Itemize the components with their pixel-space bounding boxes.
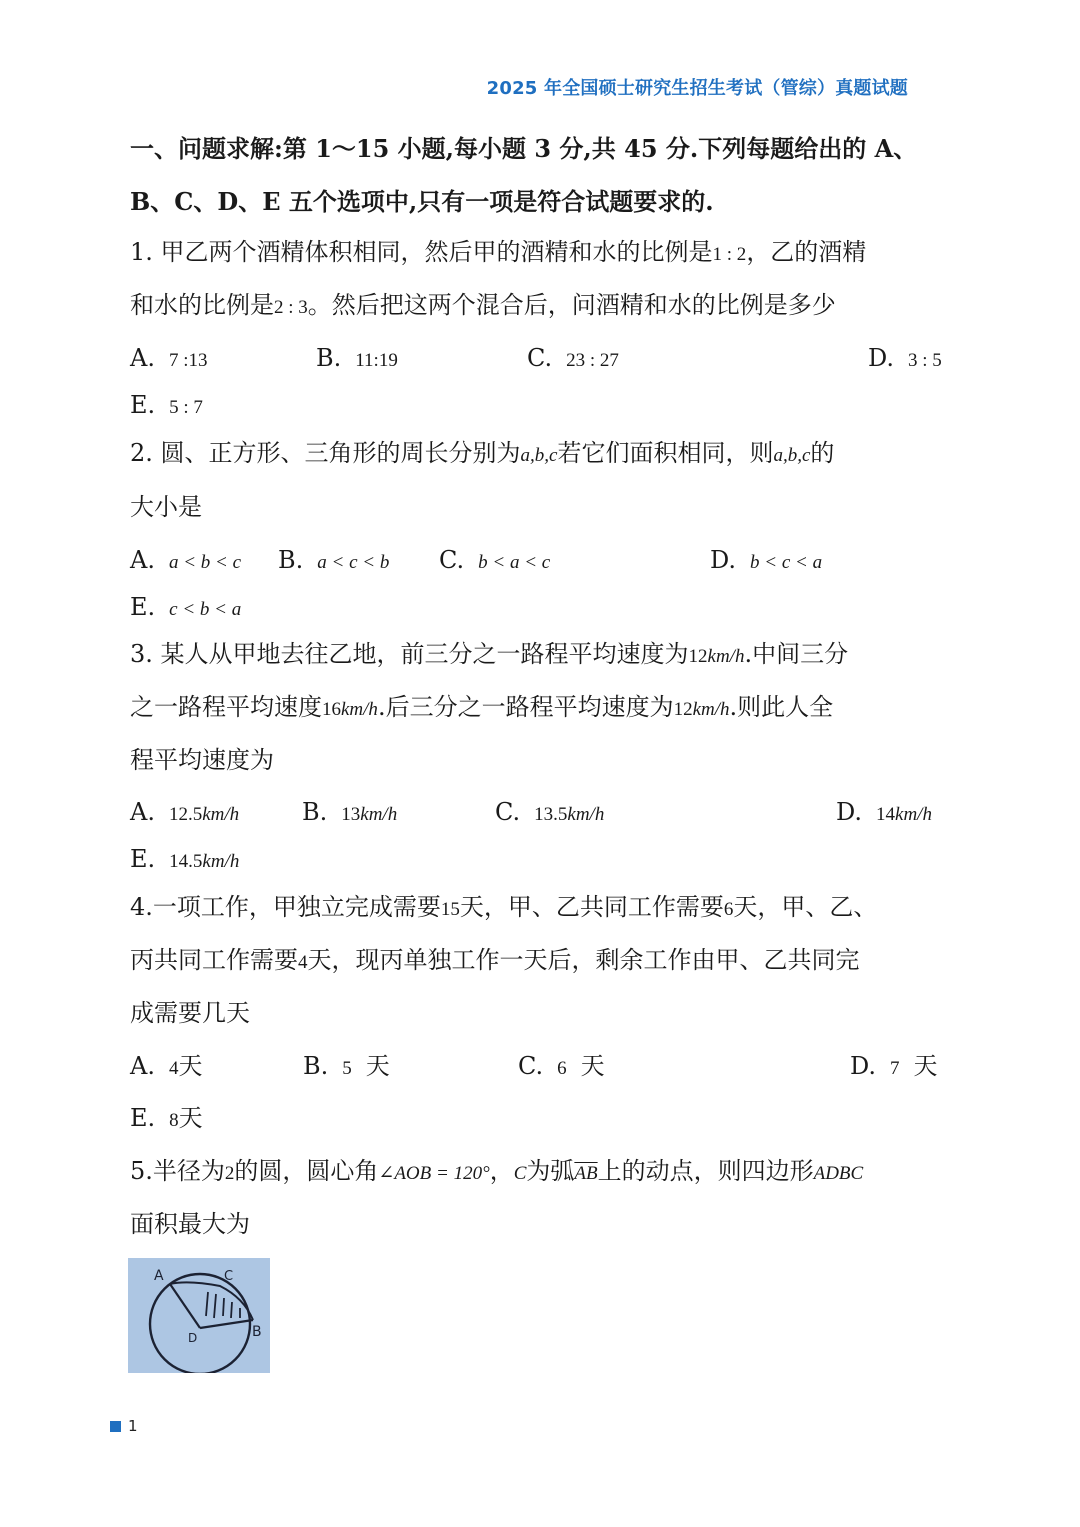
q5-stem-line-2: 面积最大为 [130,1210,250,1238]
q5-sketch-figure [128,1258,270,1373]
q2-stem-line-1: 2. 圆、正方形、三角形的周长分别为a,b,c若它们面积相同，则a,b,c的 [130,439,835,467]
footer-marker [110,1421,121,1432]
q1-option-d[interactable]: D. 3 : 5 [868,344,942,372]
q3-stem-line-1: 3. 某人从甲地去往乙地，前三分之一路程平均速度为12km/h.中间三分 [130,640,849,668]
q2-option-a[interactable]: A. a < b < c [130,546,242,574]
q1-stem-line-1: 1. 甲乙两个酒精体积相同，然后甲的酒精和水的比例是1 : 2，乙的酒精 [130,238,867,266]
q2-option-b[interactable]: B. a < c < b [278,546,390,574]
q2-option-d[interactable]: D. b < c < a [710,546,823,574]
sketch-radius-ob [200,1320,253,1328]
q3-stem-line-2: 之一路程平均速度16km/h.后三分之一路程平均速度为12km/h.则此人全 [130,693,834,721]
sketch-radius-oa [170,1284,200,1328]
section-heading-line-2: B、C、D、E 五个选项中,只有一项是符合试题要求的. [130,187,714,216]
q1-option-c[interactable]: C. 23 : 27 [527,344,619,372]
q4-stem-line-3: 成需要几天 [130,999,250,1027]
q4-option-d[interactable]: D. 7 天 [850,1052,938,1080]
q3-option-b[interactable]: B. 13km/h [302,798,398,826]
q1-option-b[interactable]: B. 11:19 [316,344,398,372]
q4-option-b[interactable]: B. 5 天 [303,1052,390,1080]
section-heading-line-1: 一、问题求解:第 1～15 小题,每小题 3 分,共 45 分.下列每题给出的 A、 [130,134,918,163]
q4-stem-line-2: 丙共同工作需要4天，现丙单独工作一天后，剩余工作由甲、乙共同完 [130,946,860,974]
q1-ratio-yi: 2 : 3 [274,297,308,318]
q1-option-a[interactable]: A. 7 :13 [130,344,208,372]
q5-stem-line-1: 5.半径为2的圆，圆心角∠AOB = 120°，C为弧$\overline{AB}$上的动点，则四边形ADBC [130,1157,864,1185]
page-number: 1 [128,1417,138,1435]
q5-angle: ∠AOB = 120° [378,1163,490,1184]
q3-stem-line-3: 程平均速度为 [130,746,274,774]
q4-option-e[interactable]: E. 8天 [130,1104,203,1132]
header-title: 2025 年全国硕士研究生招生考试（管综）真题试题 [486,78,908,99]
sketch-label-c: C [224,1269,234,1284]
q1-ratio-jia: 1 : 2 [712,244,747,265]
q4-option-c[interactable]: C. 6 天 [518,1052,605,1080]
q3-option-e[interactable]: E. 14.5km/h [130,845,240,873]
q5-arc-ab: $\overline{AB}$ [574,1163,598,1184]
q2-stem-line-2: 大小是 [130,493,202,521]
section-heading [130,122,950,228]
q3-option-a[interactable]: A. 12.5km/h [130,798,240,826]
q3-option-d[interactable]: D. 14km/h [836,798,932,826]
q1-stem-line-2: 和水的比例是2 : 3。然后把这两个混合后，问酒精和水的比例是多少 [130,291,836,319]
q5-sketch-svg [128,1258,270,1373]
q2-option-e[interactable]: E. c < b < a [130,593,242,621]
q2-option-c[interactable]: C. b < a < c [439,546,551,574]
sketch-label-a: A [154,1268,164,1284]
q3-option-c[interactable]: C. 13.5km/h [495,798,605,826]
q1-option-e[interactable]: E. 5 : 7 [130,391,203,419]
sketch-label-d: D [188,1331,198,1345]
q2-perimeters-2: a,b,c [773,445,811,466]
q4-stem-line-1: 4.一项工作，甲独立完成需要15天，甲、乙共同工作需要6天，甲、乙、 [130,893,878,921]
q4-option-a[interactable]: A. 4天 [130,1052,203,1080]
q2-perimeters-1: a,b,c [520,445,558,466]
sketch-label-b: B [252,1324,262,1340]
